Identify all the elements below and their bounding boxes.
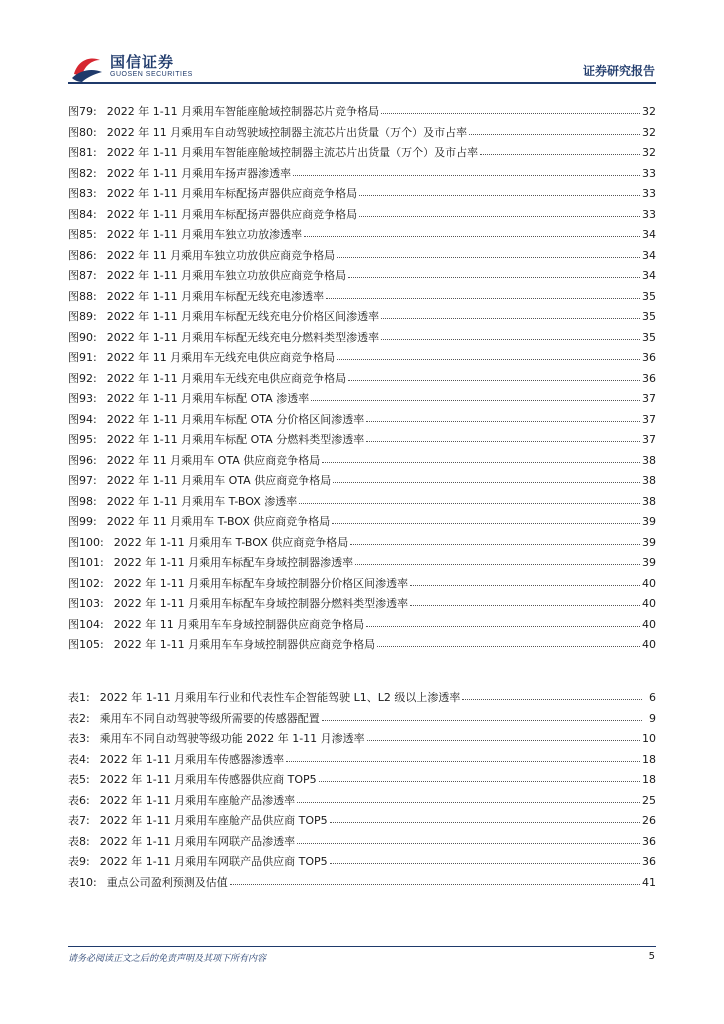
table-list [68,689,656,894]
toc-entry-title: 2022 年 11 月乘用车独立功放供应商竞争格局 [106,248,336,262]
toc-entry-page: 36 [642,834,656,848]
figure-toc-entry[interactable] [68,103,656,124]
toc-dot-leader [337,359,640,360]
figure-toc-entry[interactable] [68,472,656,493]
figure-toc-entry[interactable] [68,247,656,268]
toc-entry-page: 32 [642,146,656,159]
toc-entry-label: 图89: [68,310,97,323]
toc-entry-title: 乘用车不同自动驾驶等级功能 2022 年 1-11 月渗透率 [99,732,365,745]
toc-entry-title: 2022 年 1-11 月乘用车标配无线充电分燃料类型渗透率 [106,330,380,344]
toc-entry-title: 重点公司盈利预测及估值 [106,875,228,889]
toc-entry-page: 18 [642,752,656,766]
toc-entry-title: 2022 年 1-11 月乘用车 T-BOX 渗透率 [106,494,298,508]
toc-entry-label: 图92: [68,371,97,385]
toc-dot-leader [297,802,640,803]
toc-entry-label: 图86: [68,248,97,262]
toc-entry-label: 图93: [68,392,97,405]
toc-entry-label: 图103: [68,597,104,610]
toc-entry-page: 36 [642,855,656,868]
toc-entry-title: 2022 年 1-11 月乘用车标配无线充电渗透率 [106,289,325,303]
toc-entry-label: 图104: [68,617,104,631]
toc-entry-title: 2022 年 1-11 月乘用车座舱产品渗透率 [99,793,296,807]
toc-entry-title: 2022 年 1-11 月乘用车车身域控制器供应商竞争格局 [113,638,376,651]
toc-dot-leader [462,699,642,700]
figure-toc-entry[interactable] [68,370,656,391]
figure-list [68,103,656,657]
footer-divider [68,946,656,947]
footer-disclaimer: 请务必阅读正文之后的免责声明及其项下所有内容 [68,954,267,964]
figure-toc-entry[interactable] [68,349,656,370]
toc-dot-leader [337,257,640,258]
toc-entry-label: 图90: [68,330,97,344]
toc-dot-leader [410,605,640,606]
toc-entry-label: 图82: [68,166,97,180]
toc-entry-page: 39 [642,515,656,528]
figure-toc-entry[interactable] [68,534,656,555]
toc-dot-leader [299,503,640,504]
toc-dot-leader [326,298,640,299]
toc-entry-title: 2022 年 11 月乘用车 T-BOX 供应商竞争格局 [106,515,331,528]
logo-text-cn: 国信证券 [110,53,175,71]
figure-toc-entry[interactable] [68,616,656,637]
page-header [0,0,724,90]
toc-dot-leader [319,781,640,782]
toc-dot-leader [359,216,640,217]
toc-entry-page: 38 [642,474,656,487]
figure-toc-entry[interactable] [68,636,656,657]
toc-dot-leader [330,822,640,823]
table-toc-entry[interactable] [68,853,656,874]
toc-entry-label: 表7: [68,814,90,827]
table-toc-entry[interactable] [68,812,656,833]
toc-dot-leader [359,195,640,196]
toc-dot-leader [333,482,640,483]
table-toc-entry[interactable] [68,771,656,792]
toc-entry-page: 37 [642,392,656,405]
toc-entry-page: 38 [642,494,656,508]
toc-entry-label: 表10: [68,875,97,889]
toc-entry-label: 图100: [68,535,104,549]
toc-entry-title: 2022 年 11 月乘用车车身域控制器供应商竞争格局 [113,617,365,631]
figure-toc-entry[interactable] [68,288,656,309]
toc-entry-page: 33 [642,207,656,221]
toc-dot-leader [381,339,640,340]
toc-entry-page: 33 [642,187,656,200]
figure-toc-entry[interactable] [68,390,656,411]
figure-toc-entry[interactable] [68,267,656,288]
toc-entry-title: 2022 年 1-11 月乘用车标配车身域控制器分价格区间渗透率 [113,576,409,590]
toc-entry-title: 2022 年 1-11 月乘用车 T-BOX 供应商竞争格局 [113,535,349,549]
toc-entry-page: 38 [642,453,656,467]
toc-entry-page: 37 [642,433,656,446]
toc-entry-title: 2022 年 1-11 月乘用车标配无线充电分价格区间渗透率 [106,310,380,323]
toc-entry-page: 34 [642,228,656,241]
toc-entry-label: 图96: [68,453,97,467]
toc-entry-page: 39 [642,556,656,569]
toc-entry-label: 图95: [68,433,97,446]
toc-entry-title: 2022 年 1-11 月乘用车智能座舱域控制器芯片竞争格局 [106,105,380,118]
toc-entry-title: 2022 年 1-11 月乘用车网联产品渗透率 [99,834,296,848]
toc-entry-label: 图98: [68,494,97,508]
toc-entry-page: 40 [642,617,656,631]
toc-dot-leader [304,236,640,237]
table-toc-entry[interactable] [68,874,656,895]
toc-entry-title: 2022 年 1-11 月乘用车标配扬声器供应商竞争格局 [106,187,358,200]
toc-entry-title: 2022 年 1-11 月乘用车网联产品供应商 TOP5 [99,855,328,868]
toc-entry-title: 2022 年 1-11 月乘用车独立功放供应商竞争格局 [106,269,347,282]
toc-entry-title: 2022 年 11 月乘用车无线充电供应商竞争格局 [106,351,336,364]
toc-dot-leader [381,113,640,114]
toc-entry-label: 表3: [68,732,90,745]
toc-entry-title: 2022 年 11 月乘用车自动驾驶域控制器主流芯片出货量（万个）及市占率 [106,125,468,139]
toc-entry-page: 34 [642,248,656,262]
toc-entry-title: 2022 年 1-11 月乘用车标配车身域控制器渗透率 [113,556,354,569]
toc-entry-title: 2022 年 11 月乘用车 OTA 供应商竞争格局 [106,453,321,467]
toc-entry-label: 图88: [68,289,97,303]
toc-dot-leader [377,646,640,647]
toc-entry-label: 表2: [68,711,90,725]
toc-entry-label: 图91: [68,351,97,364]
toc-entry-page: 34 [642,269,656,282]
table-toc-entry[interactable] [68,730,656,751]
toc-dot-leader [469,134,640,135]
toc-entry-title: 2022 年 1-11 月乘用车传感器渗透率 [99,752,285,766]
toc-entry-label: 表9: [68,855,90,868]
table-toc-entry[interactable] [68,751,656,772]
figure-toc-entry[interactable] [68,165,656,186]
figure-toc-entry[interactable] [68,554,656,575]
toc-entry-label: 表4: [68,752,90,766]
toc-entry-page: 40 [642,576,656,590]
toc-entry-page: 26 [642,814,656,827]
toc-entry-page: 40 [642,597,656,610]
toc-dot-leader [348,277,640,278]
logo-text-en: GUOSEN SECURITIES [110,71,193,78]
toc-dot-leader [350,544,640,545]
toc-entry-title: 乘用车不同自动驾驶等级所需要的传感器配置 [99,711,320,725]
toc-entry-label: 图85: [68,228,97,241]
toc-entry-label: 图84: [68,207,97,221]
toc-entry-label: 图83: [68,187,97,200]
toc-entry-page: 41 [642,875,656,889]
toc-entry-label: 图80: [68,125,97,139]
toc-entry-title: 2022 年 1-11 月乘用车无线充电供应商竞争格局 [106,371,347,385]
toc-dot-leader [480,154,640,155]
toc-entry-title: 2022 年 1-11 月乘用车扬声器渗透率 [106,166,292,180]
toc-entry-label: 图79: [68,105,97,118]
toc-entry-title: 2022 年 1-11 月乘用车独立功放渗透率 [106,228,303,241]
toc-entry-title: 2022 年 1-11 月乘用车标配 OTA 分燃料类型渗透率 [106,433,365,446]
guosen-logo [70,50,210,84]
figure-toc-entry[interactable] [68,595,656,616]
toc-entry-label: 图105: [68,638,104,651]
header-divider [68,82,656,84]
toc-entry-label: 表1: [68,691,90,704]
toc-dot-leader [311,400,640,401]
toc-dot-leader [367,740,640,741]
toc-entry-page: 35 [642,330,656,344]
toc-entry-label: 图94: [68,412,97,426]
report-type-label: 证券研究报告 [582,64,655,78]
toc-entry-label: 图87: [68,269,97,282]
toc-entry-title: 2022 年 1-11 月乘用车标配 OTA 渗透率 [106,392,310,405]
toc-entry-label: 图81: [68,146,97,159]
figure-toc-entry[interactable] [68,575,656,596]
toc-entry-page: 9 [649,711,656,725]
toc-dot-leader [410,585,640,586]
table-toc-entry[interactable] [68,710,656,731]
toc-entry-page: 35 [642,310,656,323]
figure-toc-entry[interactable] [68,329,656,350]
toc-dot-leader [348,380,640,381]
table-toc-entry[interactable] [68,833,656,854]
toc-entry-page: 35 [642,289,656,303]
toc-entry-label: 图99: [68,515,97,528]
toc-entry-title: 2022 年 1-11 月乘用车标配扬声器供应商竞争格局 [106,207,358,221]
toc-entry-page: 37 [642,412,656,426]
footer-page-number: 5 [648,951,655,962]
toc-entry-page: 25 [642,793,656,807]
table-toc-entry[interactable] [68,792,656,813]
toc-dot-leader [366,626,640,627]
toc-entry-page: 40 [642,638,656,651]
table-toc-entry[interactable] [68,689,656,710]
toc-entry-label: 表6: [68,793,90,807]
figure-toc-entry[interactable] [68,124,656,145]
toc-entry-label: 图102: [68,576,104,590]
figure-toc-entry[interactable] [68,206,656,227]
toc-dot-leader [230,884,640,885]
figure-toc-entry[interactable] [68,431,656,452]
toc-dot-leader [332,523,640,524]
toc-entry-page: 36 [642,351,656,364]
toc-entry-page: 18 [642,773,656,786]
figure-toc-entry[interactable] [68,308,656,329]
figure-toc-entry[interactable] [68,226,656,247]
figure-toc-entry[interactable] [68,185,656,206]
toc-dot-leader [366,421,640,422]
toc-entry-title: 2022 年 1-11 月乘用车传感器供应商 TOP5 [99,773,317,786]
toc-dot-leader [355,564,640,565]
toc-entry-title: 2022 年 1-11 月乘用车标配车身域控制器分燃料类型渗透率 [113,597,409,610]
toc-entry-page: 33 [642,166,656,180]
figure-toc-entry[interactable] [68,513,656,534]
guosen-logo-icon [70,50,104,84]
figure-toc-entry[interactable] [68,493,656,514]
toc-entry-page: 32 [642,105,656,118]
toc-entry-title: 2022 年 1-11 月乘用车 OTA 供应商竞争格局 [106,474,332,487]
toc-entry-page: 10 [642,732,656,745]
toc-dot-leader [286,761,640,762]
toc-entry-page: 32 [642,125,656,139]
toc-entry-page: 36 [642,371,656,385]
figure-toc-entry[interactable] [68,452,656,473]
toc-entry-page: 6 [649,691,656,704]
toc-dot-leader [381,318,640,319]
toc-dot-leader [293,175,640,176]
toc-entry-label: 图97: [68,474,97,487]
toc-entry-title: 2022 年 1-11 月乘用车行业和代表性车企智能驾驶 L1、L2 级以上渗透率 [99,691,461,704]
toc-entry-title: 2022 年 1-11 月乘用车座舱产品供应商 TOP5 [99,814,328,827]
toc-dot-leader [330,863,640,864]
toc-dot-leader [322,462,640,463]
toc-dot-leader [322,720,642,721]
toc-entry-label: 表8: [68,834,90,848]
toc-entry-page: 39 [642,535,656,549]
toc-dot-leader [297,843,640,844]
toc-entry-label: 表5: [68,773,90,786]
toc-dot-leader [366,441,640,442]
figure-toc-entry[interactable] [68,411,656,432]
toc-entry-title: 2022 年 1-11 月乘用车智能座舱域控制器主流芯片出货量（万个）及市占率 [106,146,479,159]
toc-entry-label: 图101: [68,556,104,569]
figure-toc-entry[interactable] [68,144,656,165]
toc-entry-title: 2022 年 1-11 月乘用车标配 OTA 分价格区间渗透率 [106,412,365,426]
